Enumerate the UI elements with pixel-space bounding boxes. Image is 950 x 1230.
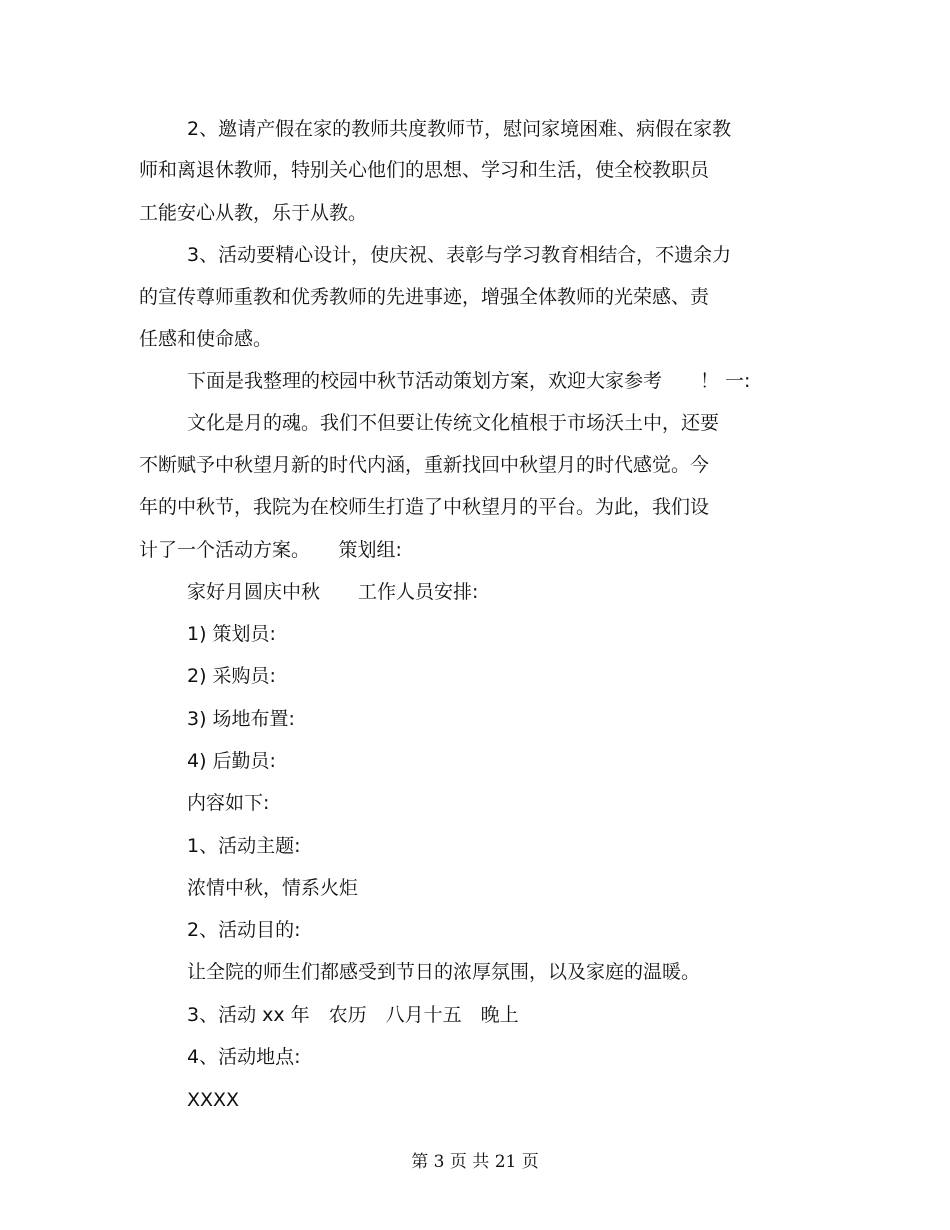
body-line-9: 不断赋予中秋望月新的时代内涵，重新找回中秋望月的时代感觉。今 [139, 454, 710, 476]
body-line-15: 3) 场地布置: [187, 708, 295, 730]
body-line-1: 2、邀请产假在家的教师共度教师节，慰问家境困难、病假在家教 [187, 118, 732, 140]
body-line-22: 3、活动 xx 年 农历 八月十五 晚上 [187, 1004, 519, 1026]
body-line-14: 2) 采购员: [187, 665, 276, 687]
body-line-10: 年的中秋节，我院为在校师生打造了中秋望月的平台。为此，我们设 [139, 496, 710, 518]
body-line-18: 1、活动主题: [187, 835, 301, 857]
body-line-13: 1) 策划员: [187, 623, 276, 645]
body-line-4: 3、活动要精心设计，使庆祝、表彰与学习教育相结合，不遗余力 [187, 244, 732, 266]
body-line-19: 浓情中秋，情系火炬 [187, 877, 359, 899]
body-line-5: 的宣传尊师重教和优秀教师的先进事迹，增强全体教师的光荣感、责 [139, 286, 710, 308]
body-line-8: 文化是月的魂。我们不但要让传统文化植根于市场沃土中，还要 [187, 412, 720, 434]
body-line-12: 家好月圆庆中秋 工作人员安排: [187, 581, 479, 603]
body-line-17: 内容如下: [187, 792, 270, 814]
body-line-2: 师和离退休教师，特别关心他们的思想、学习和生活，使全校教职员 [139, 159, 710, 181]
body-line-7: 下面是我整理的校园中秋节活动策划方案，欢迎大家参考 ！ 一: [187, 370, 751, 392]
body-line-16: 4) 后勤员: [187, 750, 276, 772]
body-line-3: 工能安心从教，乐于从教。 [139, 202, 368, 224]
body-line-11: 计了一个活动方案。 策划组: [139, 539, 402, 561]
body-line-6: 任感和使命感。 [139, 328, 273, 350]
body-line-20: 2、活动目的: [187, 919, 301, 941]
page-footer: 第 3 页 共 21 页 [411, 1152, 539, 1172]
body-line-23: 4、活动地点: [187, 1046, 301, 1068]
body-line-24: XXXX [187, 1089, 240, 1111]
body-line-21: 让全院的师生们都感受到节日的浓厚氛围，以及家庭的温暖。 [187, 961, 701, 983]
